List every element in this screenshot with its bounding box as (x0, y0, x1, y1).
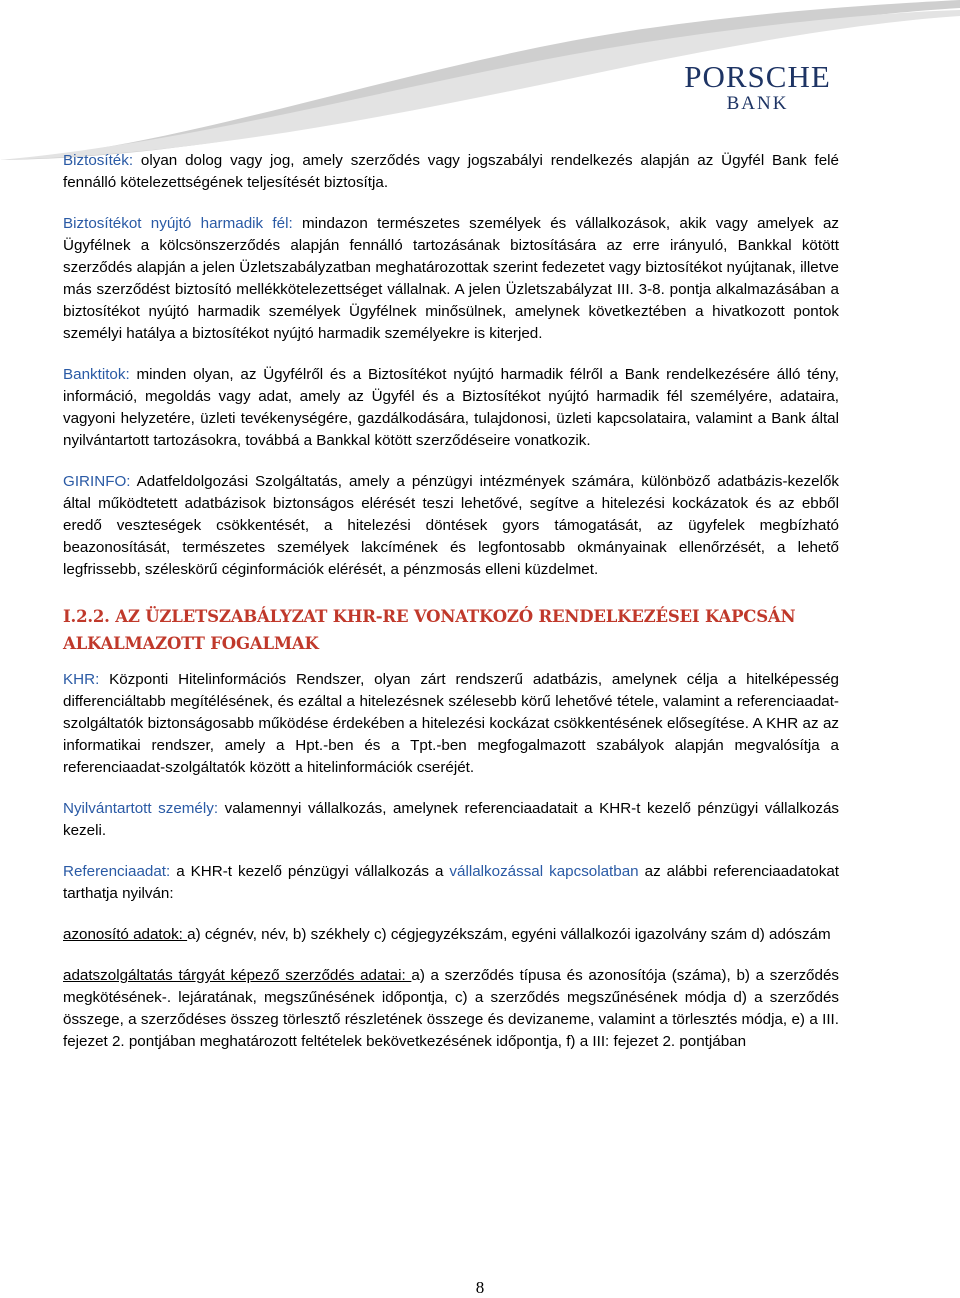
page-number: 8 (475, 1278, 485, 1297)
definition-text: Központi Hitelinformációs Rendszer, olyan zárt rendszerű adatbázis, amelynek célja a hitelképesség differenciáltabb megítélésének, és ezáltal a hitelezésnek szélesebb körű lehetővé tétele, valamint a referenciaadat-szolgáltatók biztonságosabb működése érdekében a hitelezési kockázat csökkentésének elősegítése. A KHR az az informatikai rendszer, amely a Hpt.-ben és a Tpt.-ben megfogalmazott szabályok alapján megvalósítja a referenciaadat-szolgáltatók között a hitelinformációk cseréjét. (63, 671, 839, 776)
item-text: a) a szerződés típusa és azonosítója (száma), b) a szerződés megkötésének-. lejáratának, megszűnésének időpontja, c) a szerződés megszűnésének módja d) a szerződés összege, a szerződéses összeg törlesztő részletének összege és devizaneme, valamint a törlesztés módja, e) a III. fejezet 2. pontjában meghatározott feltételek bekövetkezésének időpontja, f) a III: fejezet 2. pontjában (63, 967, 839, 1050)
definition-referenciaadat (63, 861, 839, 905)
definition-text: valamennyi vállalkozás, amelynek referenciaadatait a KHR-t kezelő pénzügyi vállalkozás kezeli. (63, 800, 840, 839)
logo-sub-text: BANK (726, 93, 789, 114)
term-label: Nyilvántartott személy: (63, 800, 219, 817)
definition-text: minden olyan, az Ügyfélről és a Biztosítékot nyújtó harmadik félről a Bank rendelkezésére álló tény, információ, megoldás vagy adat, amely az Ügyfél és a Biztosítékot nyújtó harmadik fél személyére, adataira, vagyoni helyzetére, üzleti tevékenységére, gazdálkodására, tulajdonosi, üzleti kapcsolataira, valamint a Bank által nyilvántartott tartozásokra, továbbá a Bankkal kötött szerződéseire vonatkozik. (63, 366, 839, 449)
definition-text: Adatfeldolgozási Szolgáltatás, amely a pénzügyi intézmények számára, különböző adatbázis-kezelők által működtetett adatbázisok biztonságos elérését teszi lehetővé, segítve a hitelezési kockázatok és az ebből eredő veszteségek csökkentését, a hitelezési döntések gyors támogatását, az ügyfelek megbízható beazonosítását, természetes személyek lakcímének és legfontosabb okmányainak ellenőrzését, a lehető legfrissebb, széleskörű céginformációk elérését, a pénzmosás elleni küzdelmet. (63, 473, 839, 578)
definition-text: mindazon természetes személyek és vállalkozások, akik vagy amelyek az Ügyfélnek a kölcsönszerződés alapján fennálló tartozásának biztosítására az erre irányuló, Bankkal kötött szerződés alapján a jelen Üzletszabályzatban meghatározottak szerint fedezetet vagy biztosítékot nyújtanak, illetve más szerződést biztosító mellékkötelezettséget vállalnak. A jelen Üzletszabályzat III. 3-8. pontja alkalmazásában a biztosítékot nyújtó harmadik személyek Ügyfélnek minősülnek, amelynek következtében a hivatkozott pontok személyi hatálya a biztosítékot nyújtó harmadik személyekre is kiterjed. (63, 215, 839, 342)
term-label: Biztosítékot nyújtó harmadik fél: (63, 215, 293, 232)
definition-girinfo (63, 471, 839, 581)
definition-khr (63, 669, 839, 779)
document-body (63, 150, 839, 1053)
definition-text: olyan dolog vagy jog, amely szerződés vagy jogszabályi rendelkezés alapján az Ügyfél Bank felé fennálló kötelezettségének teljesítését biztosítja. (63, 152, 839, 191)
term-label: KHR: (63, 671, 100, 688)
item-azonosito-adatok (63, 924, 839, 946)
definition-biztositekot-nyujto (63, 213, 839, 345)
logo-main-text: PORSCHE (684, 59, 831, 94)
term-label: GIRINFO: (63, 473, 131, 490)
underlined-label: adatszolgáltatás tárgyát képező szerződés adatai: (63, 967, 412, 984)
definition-text: a KHR-t kezelő pénzügyi vállalkozás a (170, 863, 450, 880)
underlined-label: azonosító adatok: (63, 926, 188, 943)
definition-text: az alábbi referenciaadatokat tarthatja nyilván: (63, 863, 839, 902)
porsche-bank-logo (650, 60, 865, 114)
section-heading: I.2.2. AZ ÜZLETSZABÁLYZAT KHR-RE VONATKOZÓ RENDELKEZÉSEI KAPCSÁN ALKALMAZOTT FOGALMAK (63, 607, 796, 653)
item-text: a) cégnév, név, b) székhely c) cégjegyzékszám, egyéni vállalkozói igazolvány szám d) adószám (187, 926, 831, 943)
term-label: Biztosíték: (63, 152, 134, 169)
item-szerzodes-adatai (63, 965, 839, 1053)
term-label: Banktitok: (63, 366, 130, 383)
highlighted-phrase: vállalkozással kapcsolatban (449, 863, 639, 880)
term-label: Referenciaadat: (63, 863, 171, 880)
definition-biztositek (63, 150, 839, 194)
definition-banktitok (63, 364, 839, 452)
definition-nyilvantartott (63, 798, 839, 842)
